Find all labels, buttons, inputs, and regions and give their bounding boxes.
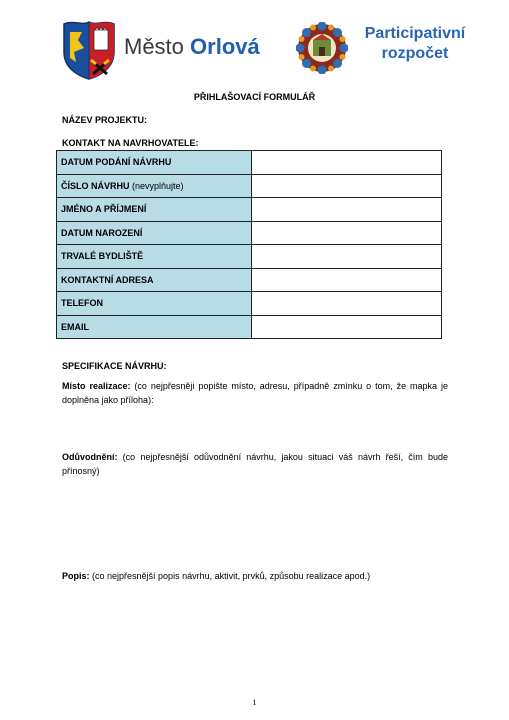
row-label-submission-date: DATUM PODÁNÍ NÁVRHU	[57, 151, 252, 175]
location-label: Místo realizace:	[62, 381, 131, 391]
page-number: 1	[252, 698, 257, 707]
row-label-permanent-address: TRVALÉ BYDLIŠTĚ	[57, 245, 252, 269]
table-row	[57, 221, 442, 245]
description-paragraph	[62, 570, 448, 584]
row-label-birth-date: DATUM NAROZENÍ	[57, 221, 252, 245]
row-label-full-name: JMÉNO A PŘÍJMENÍ	[57, 198, 252, 222]
project-name-label: NÁZEV PROJEKTU:	[62, 115, 148, 125]
justification-label: Odůvodnění:	[62, 452, 118, 462]
city-word-orlova: Orlová	[190, 34, 260, 59]
email-field[interactable]	[252, 315, 442, 339]
description-instructions: (co nejpřesnější popis návrhu, aktivit, prvků, způsobu realizace apod.)	[89, 571, 371, 581]
description-label: Popis:	[62, 571, 90, 581]
form-title: PŘIHLAŠOVACÍ FORMULÁŘ	[193, 92, 316, 102]
contact-address-field[interactable]	[252, 268, 442, 292]
table-row	[57, 292, 442, 316]
table-row	[57, 174, 442, 198]
row-label-email: EMAIL	[57, 315, 252, 339]
justification-instructions: (co nejpřesnější odůvodnění návrhu, jakou situaci váš návrh řeší, čím bude přínosný)	[62, 452, 448, 476]
submission-date-field[interactable]	[252, 151, 442, 175]
proposal-number-note: (nevyplňujte)	[132, 180, 184, 191]
document-header	[0, 0, 509, 90]
row-label-proposal-number	[57, 174, 252, 198]
justification-paragraph	[62, 451, 448, 478]
participation-line-1: Participativní	[364, 25, 466, 42]
contact-section-label: KONTAKT NA NAVRHOVATELE:	[62, 138, 199, 148]
proposal-number-label: ČÍSLO NÁVRHU	[61, 180, 130, 191]
participatory-budget-title	[352, 24, 478, 64]
specification-section-label: SPECIFIKACE NÁVRHU:	[62, 361, 167, 371]
table-row	[57, 151, 442, 175]
table-row	[57, 245, 442, 269]
coat-of-arms-icon	[60, 18, 118, 80]
proposal-number-field[interactable]	[252, 174, 442, 198]
permanent-address-field[interactable]	[252, 245, 442, 269]
table-row	[57, 315, 442, 339]
contact-table	[56, 150, 442, 339]
participation-seal-icon	[296, 22, 348, 74]
table-row	[57, 268, 442, 292]
birth-date-field[interactable]	[252, 221, 442, 245]
city-word-mesto: Město	[124, 34, 184, 59]
table-row	[57, 198, 442, 222]
location-instructions: (co nejpřesněji popište místo, adresu, případně zmínku o tom, že mapka je doplněna jako příloha):	[62, 381, 449, 405]
location-paragraph	[62, 380, 448, 407]
full-name-field[interactable]	[252, 198, 442, 222]
row-label-phone: TELEFON	[57, 292, 252, 316]
city-logo-text	[124, 34, 260, 60]
phone-field[interactable]	[252, 292, 442, 316]
participation-line-2: rozpočet	[381, 45, 449, 62]
row-label-contact-address: KONTAKTNÍ ADRESA	[57, 268, 252, 292]
